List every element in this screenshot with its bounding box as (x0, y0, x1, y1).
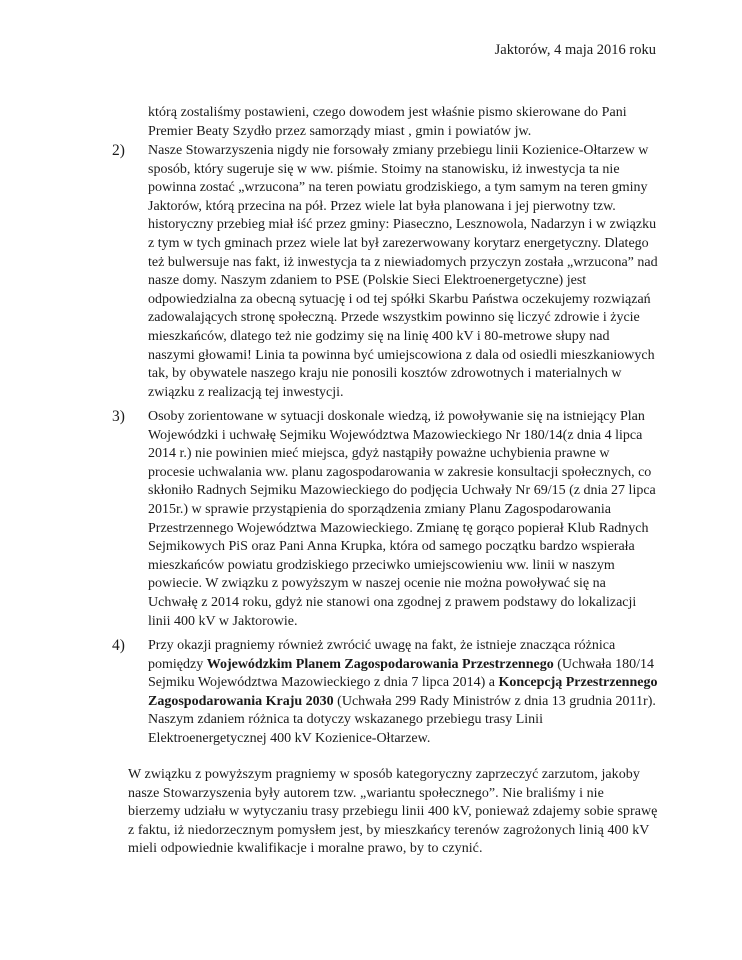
closing-paragraph: W związku z powyższym pragniemy w sposób kategoryczny zaprzeczyć zarzutom, jakoby nasze Stowarzyszenia były autorem tzw. „wariantu społecznego”. Nie braliśmy i nie bierzemy udziału w wytyczaniu trasy przebiegu linii 400 kV, ponieważ zdajemy sobie sprawę z faktu, iż niedorzecznym pomysłem jest, by mieszkańcy terenów zagrożonych linią 400 kV mieli odpowiednie kwalifikacje i moralne prawo, by to czynić. (128, 767, 658, 857)
list-item-number: 2) (112, 142, 125, 159)
list-item-number: 4) (112, 637, 125, 654)
continuation-paragraph: którą zostaliśmy postawieni, czego dowodem jest właśnie pismo skierowane do Pani Premier Beaty Szydło przez samorządy miast , gmin i powiatów jw. (148, 105, 627, 139)
list-item-text: Osoby zorientowane w sytuacji doskonale wiedzą, iż powoływanie się na istniejący Plan Wojewódzki i uchwałę Sejmiku Województwa Mazowieckiego Nr 180/14(z dnia 4 lipca 2014 r.) nie powinien mieć miejsca, gdyż nastąpiły poważne uchybienia prawne w procesie uchwalania ww. planu zagospodarowania w zakresie konsultacji społecznych, co skłoniło Radnych Sejmiku Mazowieckiego do podjęcia Uchwały Nr 69/15 (z dnia 27 lipca 2015r.) w sprawie przystąpienia do sporządzenia zmiany Planu Zagospodarowania Przestrzennego Województwa Mazowieckiego. Zmianę tę gorąco popierał Klub Radnych Sejmikowych PiS oraz Pani Anna Krupka, która od samego początku bardzo wspierała mieszkańców powiatu grodziskiego przeciwko umiejscowieniu ww. linii w naszym powiecie. W związku z powyższym w naszej ocenie nie można powoływać się na Uchwałę z 2014 roku, gdyż nie stanowi ona zgodnej z prawem podstawy do lokalizacji linii 400 kV w Jaktorowie. (148, 409, 656, 629)
text-segment: (Uchwała 180/14 Sejmiku Województwa Mazowieckiego z dnia 7 lipca 2014) a (148, 656, 655, 691)
list-item-text: Nasze Stowarzyszenia nigdy nie forsowały zmiany przebiegu linii Kozienice-Ołtarzew w sposób, który sugeruje się w ww. piśmie. Stoimy na stanowisku, iż inwestycja ta nie powinna zostać „wrzucona” na teren powiatu grodziskiego, a tym samym na teren gminy Jaktorów, którą przecina na pół. Przez wiele lat była planowana i jej pierwotny tzw. historyczny przebieg miał iść przez gminy: Piaseczno, Lesznowola, Nadarzyn i w związku z tym w tych gminach przez wiele lat był zarezerwowany korytarz energetyczny. Dlatego też bulwersuje nas fakt, iż inwestycja ta z niewiadomych przyczyn została „wrzucona” nad nasze domy. Naszym zdaniem to PSE (Polskie Sieci Elektroenergetyczne) jest odpowiedzialna za obecną sytuację i od tej spółki Skarbu Państwa oczekujemy rozwiązań zadowalających stronę społeczną. Przede wszystkim powinno się liczyć zdrowie i życie mieszkańców, dlatego też nie godzimy się na linię 400 kV i 80-metrowe słupy nad naszymi głowami! Linia ta powinna być umiejscowiona z dala od osiedli mieszkaniowych tak, by obywatele naszego kraju nie ponosili kosztów zdrowotnych i materialnych w związku z realizacją tej inwestycji. (148, 143, 658, 400)
text-segment: (Uchwała 299 Rady Ministrów z dnia 13 grudnia 2011r). Naszym zdaniem różnica ta dotyczy wskazanego przebiegu trasy Linii Elektroenergetycznej 400 kV Kozienice-Ołtarzew. (148, 693, 656, 746)
letter-date: Jaktorów, 4 maja 2016 roku (494, 42, 656, 58)
bold-term-regional-plan: Wojewódzkim Planem Zagospodarowania Przestrzennego (206, 656, 554, 672)
text-segment: Przy okazji pragniemy również zwrócić uwagę na fakt, że istnieje znacząca różnica pomiędzy (148, 638, 616, 672)
list-item-text (148, 637, 658, 749)
list-item-number: 3) (112, 408, 125, 425)
bold-term-national-concept: Koncepcją Przestrzennego Zagospodarowania Kraju 2030 (148, 675, 658, 709)
